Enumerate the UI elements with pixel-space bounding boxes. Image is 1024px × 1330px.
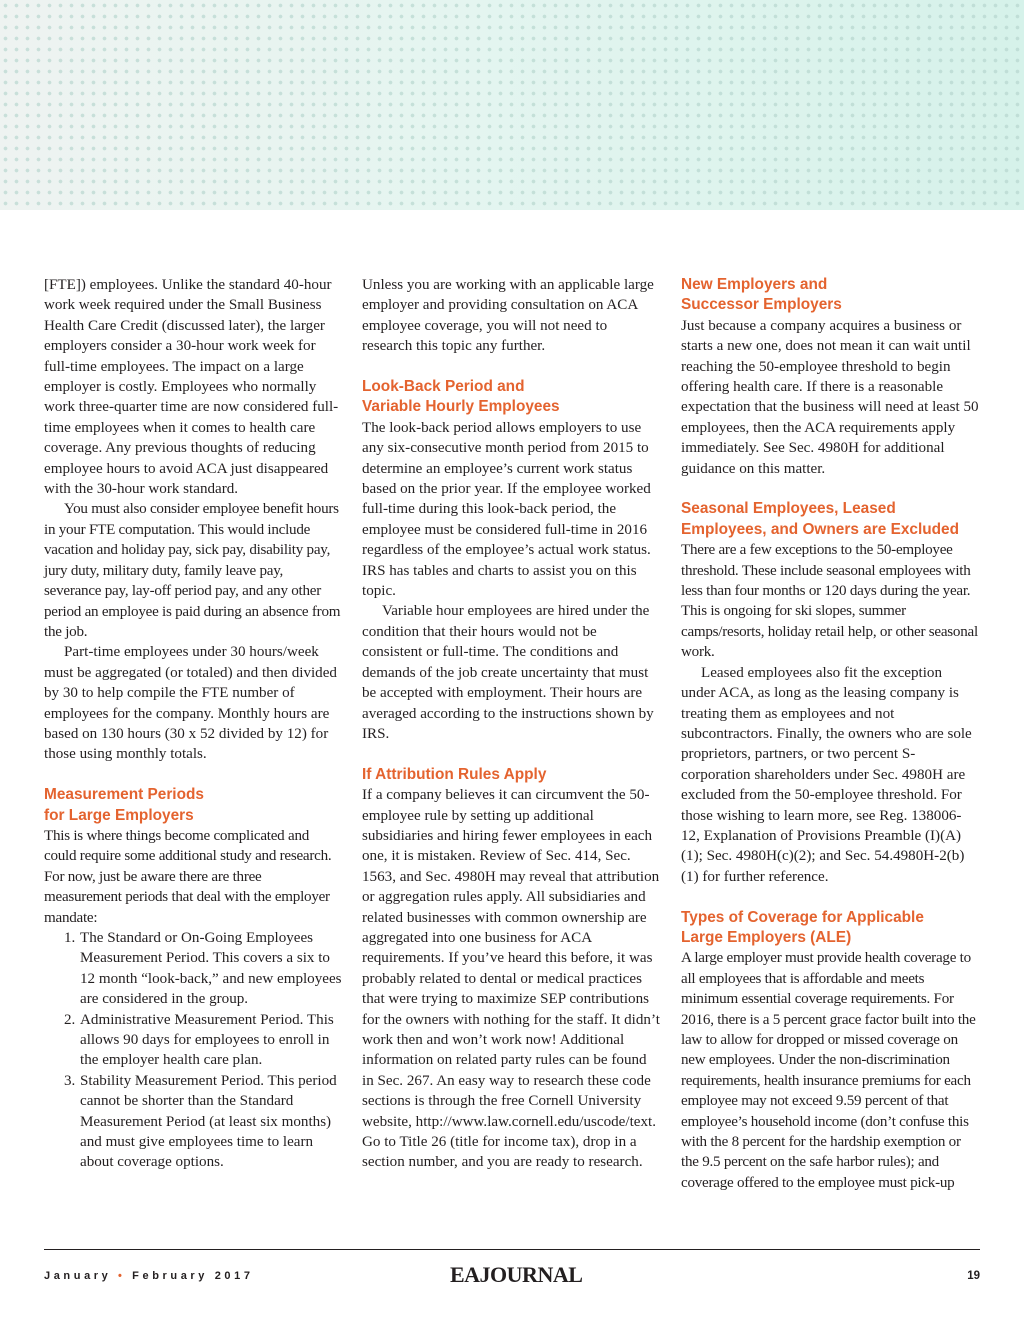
footer-rule	[44, 1249, 980, 1250]
measurement-period-list	[44, 928, 342, 1173]
issue-date: January • February 2017	[44, 1270, 254, 1282]
paragraph: Just because a company acquires a business or starts a new one, does not mean it can wait until reaching the 50-employee threshold to begin offering health care. If there is a reasonable expectation that the business will need at least 50 employees, then the ACA requirements apply immediately. See Sec. 4980H for additional guidance on this matter.	[681, 317, 979, 477]
decorative-dot-banner	[0, 0, 1024, 210]
page-number: 19	[967, 1270, 980, 1282]
section-heading-types-of-coverage: Types of Coverage for Applicable Large Employers (ALE)	[681, 908, 924, 946]
paragraph: Leased employees also fit the exception under ACA, as long as the leasing company is treating them as employees and not subcontractors. Finally, the owners who are sole proprietors, partners, or two percent S-corporation shareholders under Sec. 4980H are excluded from the 50-employee threshold. For those wishing to learn more, see Reg. 138006-12, Explanation of Provisions Preamble (I)(A)(1); Sec. 4980H(c)(2); and Sec. 54.4980H-2(b)(1) for further reference.	[681, 664, 972, 885]
paragraph: A large employer must provide health coverage to all employees that is affordable and meets minimum essential coverage requirements. For 2016, there is a 5 percent grace factor built into the law to allow for dropped or missed coverage on new employees. Under the non-discrimination requirements, health insurance premiums for each employee may not exceed 9.59 percent of that employee’s household income (don’t confuse this with the 8 percent for the hardship exemption or the 9.5 percent on the safe harbor rules); and coverage offered to the employee must pick-up	[681, 950, 976, 1191]
paragraph: This is where things become complicated and could require some additional study and research. For now, just be aware there are three measurement periods that deal with the employer mandate:	[44, 827, 332, 926]
paragraph: If a company believes it can circumvent the 50-employee rule by setting up additional subsidiaries and hiring fewer employees in each one, it is mistaken. Review of Sec. 414, Sec. 1563, and Sec. 4980H may reveal that attribution or aggregation rules apply. All subsidiaries and related businesses with common ownership are aggregated into one business for ACA requirements. If you’ve heard this before, it was probably related to dental or medical practices that were trying to maximize SEP contributions for the owners with nothing for the staff. It didn’t work then and won’t work now! Additional information on related party rules can be found in Sec. 267. An easy way to research these code sections is through the free Cornell University website, http://www.law.cornell.edu/uscode/text. Go to Title 26 (title for income tax), drop in a section number, and you are ready to research.	[362, 787, 660, 1171]
section-heading-look-back-period: Look-Back Period and Variable Hourly Employees	[362, 378, 560, 416]
paragraph: Part-time employees under 30 hours/week must be aggregated (or totaled) and then divided by 30 to help compile the FTE number of employees for the company. Monthly hours are based on 130 hours (30 x 52 divided by 12) for those using monthly totals.	[44, 644, 337, 763]
section-heading-new-employers: New Employers and Successor Employers	[681, 276, 842, 314]
column-2	[362, 275, 660, 1173]
separator-dot: •	[118, 1270, 126, 1282]
paragraph: Unless you are working with an applicable large employer and providing consultation on ACA employee coverage, you will not need to research this topic any further.	[362, 277, 654, 355]
column-3	[681, 275, 979, 1193]
section-heading-seasonal-employees: Seasonal Employees, Leased Employees, and Owners are Excluded	[681, 500, 959, 538]
list-item: 2. Administrative Measurement Period. This allows 90 days for employees to enroll in the employer health care plan.	[64, 1011, 334, 1069]
ea-journal-logo: EAJOURNAL	[450, 1262, 583, 1287]
list-item: 1. The Standard or On-Going Employees Measurement Period. This covers a six to 12 month “look-back,” and new employees are considered in the group.	[64, 929, 342, 1008]
paragraph: [FTE]) employees. Unlike the standard 40-hour work week required under the Small Business Health Care Credit (discussed later), the larger employers consider a 30-hour work week for full-time employees. The impact on a large employer is costly. Employees who normally work three-quarter time are now considered full-time employees when it comes to health care coverage. Any previous thoughts of reducing employee hours to avoid ACA just disappeared with the 30-hour work standard.	[44, 277, 339, 498]
paragraph: Variable hour employees are hired under the condition that their hours would not be consistent or full-time. The conditions and demands of the job create uncertainty that must be accepted with employment. Their hours are averaged according to the instructions shown by IRS.	[362, 603, 654, 742]
paragraph: There are a few exceptions to the 50-employee threshold. These include seasonal employees with less than four months or 120 days during the year. This is ongoing for ski slopes, summer camps/resorts, holiday retail help, or other seasonal work.	[681, 542, 978, 661]
list-item: 3. Stability Measurement Period. This period cannot be shorter than the Standard Measurement Period (at least six months) and must give employees time to learn about coverage options.	[64, 1072, 337, 1171]
section-heading-measurement-periods: Measurement Periods for Large Employers	[44, 786, 204, 824]
section-heading-attribution-rules: If Attribution Rules Apply	[362, 765, 547, 783]
column-1	[44, 275, 342, 1173]
paragraph: The look-back period allows employers to use any six-consecutive month period from 2015 to determine an employee’s current work status based on the prior year. If the employee worked full-time during this look-back period, the employee must be considered full-time in 2016 regardless of the employee’s actual work status. IRS has tables and charts to assist you on this topic.	[362, 419, 651, 600]
paragraph: You must also consider employee benefit hours in your FTE computation. This would include vacation and holiday pay, sick pay, disability pay, jury duty, military duty, family leave pay, severance pay, lay-off period pay, and any other period an employee is paid during an absence from the job.	[44, 501, 341, 640]
